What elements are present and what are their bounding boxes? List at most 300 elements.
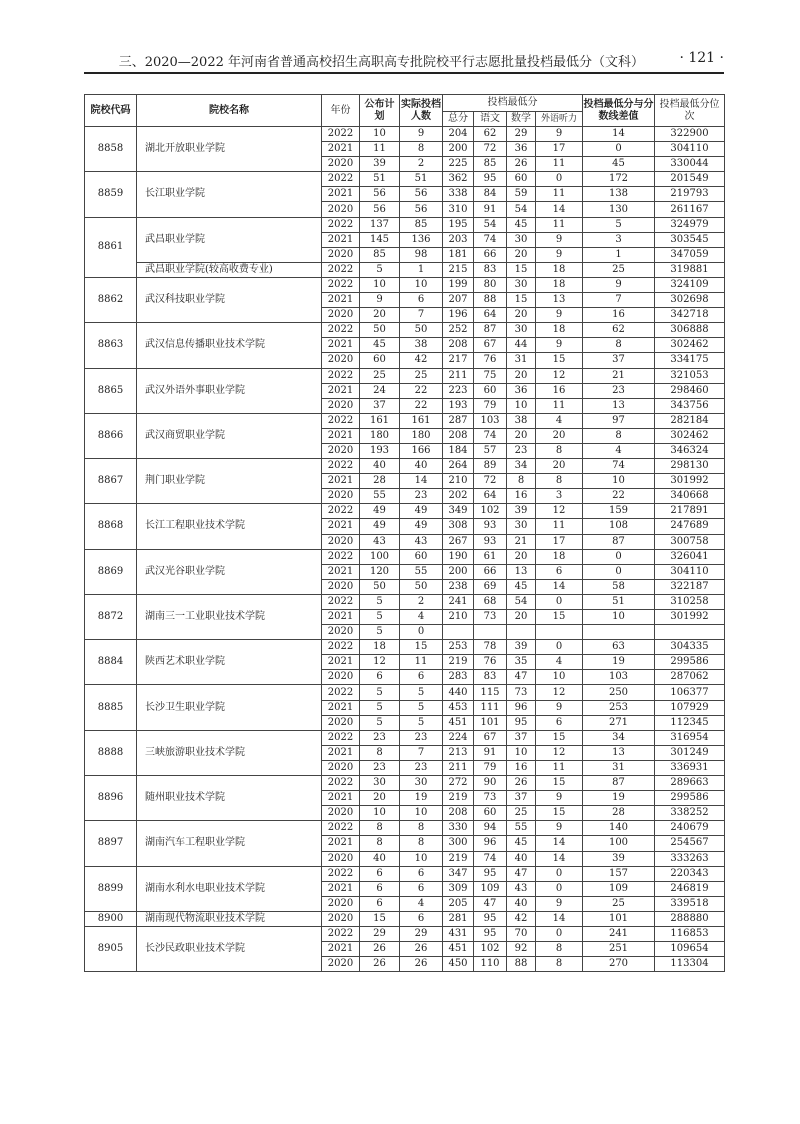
plan-cell: 15 [360, 911, 400, 926]
diff-cell: 109 [583, 881, 655, 896]
chinese-cell: 66 [474, 247, 507, 262]
listening-cell: 14 [536, 836, 583, 851]
chinese-cell: 89 [474, 459, 507, 474]
chinese-cell: 64 [474, 489, 507, 504]
header-plan: 公布计划 [360, 95, 400, 127]
chinese-cell: 85 [474, 157, 507, 172]
rank-cell: 306888 [655, 323, 725, 338]
chinese-cell: 74 [474, 232, 507, 247]
rank-cell: 310258 [655, 594, 725, 609]
school-name: 武汉商贸职业学院 [137, 413, 322, 458]
diff-cell: 97 [583, 413, 655, 428]
rank-cell: 107929 [655, 700, 725, 715]
chinese-cell: 54 [474, 217, 507, 232]
total-cell: 272 [443, 776, 474, 791]
school-code: 8885 [85, 685, 137, 730]
school-code: 8869 [85, 549, 137, 594]
rank-cell: 109654 [655, 942, 725, 957]
listening-cell: 0 [536, 926, 583, 941]
total-cell: 219 [443, 851, 474, 866]
listening-cell: 8 [536, 474, 583, 489]
actual-cell: 7 [400, 745, 443, 760]
plan-cell: 11 [360, 142, 400, 157]
chinese-cell: 72 [474, 142, 507, 157]
year-cell: 2021 [322, 293, 360, 308]
table-row [85, 277, 725, 292]
chinese-cell: 74 [474, 428, 507, 443]
total-cell: 241 [443, 594, 474, 609]
rank-cell: 219793 [655, 187, 725, 202]
listening-cell: 0 [536, 594, 583, 609]
rank-cell: 333263 [655, 851, 725, 866]
diff-cell: 13 [583, 398, 655, 413]
school-name: 湖南汽车工程职业学院 [137, 821, 322, 866]
diff-cell: 58 [583, 579, 655, 594]
school-name: 武汉光谷职业学院 [137, 549, 322, 594]
chinese-cell [474, 625, 507, 640]
plan-cell: 25 [360, 368, 400, 383]
chinese-cell: 93 [474, 534, 507, 549]
math-cell: 20 [507, 308, 536, 323]
actual-cell: 85 [400, 217, 443, 232]
actual-cell: 10 [400, 806, 443, 821]
math-cell: 10 [507, 745, 536, 760]
listening-cell: 11 [536, 157, 583, 172]
math-cell: 26 [507, 776, 536, 791]
table-row [85, 549, 725, 564]
actual-cell: 23 [400, 489, 443, 504]
year-cell: 2020 [322, 308, 360, 323]
page-title: 三、2020—2022 年河南省普通高校招生高职高专批院校平行志愿批量投档最低分（文科） [118, 55, 644, 70]
rank-cell: 289663 [655, 776, 725, 791]
listening-cell: 11 [536, 187, 583, 202]
diff-cell: 62 [583, 323, 655, 338]
year-cell: 2020 [322, 579, 360, 594]
total-cell: 310 [443, 202, 474, 217]
rank-cell: 288880 [655, 911, 725, 926]
actual-cell: 136 [400, 232, 443, 247]
math-cell: 8 [507, 474, 536, 489]
actual-cell: 5 [400, 715, 443, 730]
total-cell: 287 [443, 413, 474, 428]
math-cell: 34 [507, 459, 536, 474]
math-cell: 42 [507, 911, 536, 926]
rank-cell: 324979 [655, 217, 725, 232]
plan-cell: 60 [360, 353, 400, 368]
year-cell: 2020 [322, 625, 360, 640]
actual-cell: 180 [400, 428, 443, 443]
school-code: 8865 [85, 368, 137, 413]
school-name: 湖南三一工业职业技术学院 [137, 594, 322, 639]
school-name: 随州职业技术学院 [137, 776, 322, 821]
listening-cell: 9 [536, 896, 583, 911]
total-cell: 225 [443, 157, 474, 172]
listening-cell: 11 [536, 519, 583, 534]
rank-cell: 287062 [655, 670, 725, 685]
diff-cell: 22 [583, 489, 655, 504]
year-cell: 2021 [322, 942, 360, 957]
total-cell: 208 [443, 428, 474, 443]
listening-cell: 11 [536, 217, 583, 232]
diff-cell: 14 [583, 127, 655, 142]
header-diff: 投档最低分与分数线差值 [583, 95, 655, 127]
total-cell: 264 [443, 459, 474, 474]
actual-cell: 11 [400, 655, 443, 670]
plan-cell: 24 [360, 383, 400, 398]
total-cell: 190 [443, 549, 474, 564]
school-name: 武汉信息传播职业技术学院 [137, 323, 322, 368]
actual-cell: 1 [400, 262, 443, 277]
plan-cell: 9 [360, 293, 400, 308]
year-cell: 2022 [322, 866, 360, 881]
diff-cell: 271 [583, 715, 655, 730]
math-cell: 21 [507, 534, 536, 549]
year-cell: 2022 [322, 368, 360, 383]
diff-cell: 19 [583, 791, 655, 806]
rank-cell: 347059 [655, 247, 725, 262]
total-cell: 210 [443, 610, 474, 625]
listening-cell: 20 [536, 459, 583, 474]
chinese-cell: 84 [474, 187, 507, 202]
plan-cell: 8 [360, 836, 400, 851]
plan-cell: 193 [360, 443, 400, 458]
plan-cell: 161 [360, 413, 400, 428]
school-name: 长沙卫生职业学院 [137, 685, 322, 730]
listening-cell: 15 [536, 806, 583, 821]
rank-cell: 301992 [655, 474, 725, 489]
page-header [84, 48, 724, 74]
listening-cell: 9 [536, 247, 583, 262]
actual-cell: 50 [400, 323, 443, 338]
year-cell: 2022 [322, 323, 360, 338]
listening-cell: 18 [536, 277, 583, 292]
actual-cell: 56 [400, 202, 443, 217]
rank-cell: 299586 [655, 655, 725, 670]
diff-cell: 45 [583, 157, 655, 172]
actual-cell: 55 [400, 564, 443, 579]
diff-cell: 10 [583, 610, 655, 625]
chinese-cell: 95 [474, 911, 507, 926]
total-cell: 203 [443, 232, 474, 247]
school-name: 荆门职业学院 [137, 459, 322, 504]
diff-cell: 9 [583, 277, 655, 292]
listening-cell: 9 [536, 232, 583, 247]
school-name: 武昌职业学院 [137, 217, 322, 262]
listening-cell: 8 [536, 443, 583, 458]
total-cell: 453 [443, 700, 474, 715]
listening-cell: 8 [536, 942, 583, 957]
total-cell: 450 [443, 957, 474, 972]
chinese-cell: 95 [474, 172, 507, 187]
rank-cell: 304110 [655, 142, 725, 157]
total-cell: 252 [443, 323, 474, 338]
math-cell: 59 [507, 187, 536, 202]
math-cell: 37 [507, 791, 536, 806]
total-cell: 204 [443, 127, 474, 142]
school-name: 湖北开放职业学院 [137, 127, 322, 172]
chinese-cell: 73 [474, 610, 507, 625]
rank-cell: 321053 [655, 368, 725, 383]
year-cell: 2022 [322, 459, 360, 474]
chinese-cell: 83 [474, 670, 507, 685]
year-cell: 2022 [322, 504, 360, 519]
total-cell: 211 [443, 368, 474, 383]
diff-cell: 19 [583, 655, 655, 670]
plan-cell: 6 [360, 881, 400, 896]
math-cell: 95 [507, 715, 536, 730]
plan-cell: 29 [360, 926, 400, 941]
listening-cell: 9 [536, 127, 583, 142]
chinese-cell: 74 [474, 851, 507, 866]
year-cell: 2022 [322, 685, 360, 700]
listening-cell: 9 [536, 700, 583, 715]
chinese-cell: 75 [474, 368, 507, 383]
plan-cell: 145 [360, 232, 400, 247]
actual-cell: 4 [400, 896, 443, 911]
actual-cell: 14 [400, 474, 443, 489]
plan-cell: 50 [360, 323, 400, 338]
rank-cell: 261167 [655, 202, 725, 217]
math-cell: 55 [507, 821, 536, 836]
diff-cell: 138 [583, 187, 655, 202]
chinese-cell: 66 [474, 564, 507, 579]
listening-cell: 12 [536, 368, 583, 383]
year-cell: 2021 [322, 836, 360, 851]
diff-cell [583, 625, 655, 640]
chinese-cell: 90 [474, 776, 507, 791]
total-cell: 184 [443, 443, 474, 458]
math-cell [507, 625, 536, 640]
year-cell: 2021 [322, 232, 360, 247]
total-cell: 308 [443, 519, 474, 534]
rank-cell: 339518 [655, 896, 725, 911]
listening-cell [536, 625, 583, 640]
chinese-cell: 91 [474, 202, 507, 217]
total-cell: 309 [443, 881, 474, 896]
listening-cell: 0 [536, 640, 583, 655]
actual-cell: 25 [400, 368, 443, 383]
actual-cell: 6 [400, 881, 443, 896]
total-cell: 253 [443, 640, 474, 655]
total-cell: 202 [443, 489, 474, 504]
diff-cell: 8 [583, 338, 655, 353]
plan-cell: 28 [360, 474, 400, 489]
actual-cell: 8 [400, 142, 443, 157]
plan-cell: 55 [360, 489, 400, 504]
plan-cell: 12 [360, 655, 400, 670]
actual-cell: 56 [400, 187, 443, 202]
year-cell: 2022 [322, 594, 360, 609]
chinese-cell: 64 [474, 308, 507, 323]
total-cell: 451 [443, 942, 474, 957]
listening-cell: 15 [536, 610, 583, 625]
plan-cell: 6 [360, 896, 400, 911]
school-code: 8899 [85, 866, 137, 911]
actual-cell: 23 [400, 760, 443, 775]
math-cell: 20 [507, 247, 536, 262]
school-code: 8863 [85, 323, 137, 368]
school-name: 武昌职业学院(较高收费专业) [137, 262, 322, 277]
school-code: 8858 [85, 127, 137, 172]
plan-cell: 26 [360, 957, 400, 972]
math-cell: 88 [507, 957, 536, 972]
table-row [85, 594, 725, 609]
plan-cell: 8 [360, 821, 400, 836]
math-cell: 70 [507, 926, 536, 941]
year-cell: 2021 [322, 881, 360, 896]
listening-cell: 8 [536, 957, 583, 972]
chinese-cell: 62 [474, 127, 507, 142]
header-listening: 外语听力 [536, 112, 583, 127]
diff-cell: 37 [583, 353, 655, 368]
year-cell: 2022 [322, 926, 360, 941]
year-cell: 2021 [322, 745, 360, 760]
chinese-cell: 111 [474, 700, 507, 715]
chinese-cell: 95 [474, 926, 507, 941]
rank-cell: 322900 [655, 127, 725, 142]
diff-cell: 39 [583, 851, 655, 866]
diff-cell: 0 [583, 564, 655, 579]
total-cell: 431 [443, 926, 474, 941]
year-cell: 2022 [322, 776, 360, 791]
listening-cell: 3 [536, 489, 583, 504]
rank-cell: 340668 [655, 489, 725, 504]
rank-cell: 336931 [655, 760, 725, 775]
year-cell: 2022 [322, 730, 360, 745]
total-cell: 215 [443, 262, 474, 277]
plan-cell: 37 [360, 398, 400, 413]
math-cell: 15 [507, 262, 536, 277]
total-cell: 440 [443, 685, 474, 700]
year-cell: 2022 [322, 277, 360, 292]
math-cell: 40 [507, 851, 536, 866]
plan-cell: 23 [360, 760, 400, 775]
total-cell: 238 [443, 579, 474, 594]
listening-cell: 15 [536, 776, 583, 791]
math-cell: 44 [507, 338, 536, 353]
chinese-cell: 109 [474, 881, 507, 896]
diff-cell: 100 [583, 836, 655, 851]
rank-cell: 342718 [655, 308, 725, 323]
plan-cell: 10 [360, 127, 400, 142]
total-cell: 219 [443, 791, 474, 806]
plan-cell: 50 [360, 579, 400, 594]
diff-cell: 8 [583, 428, 655, 443]
plan-cell: 5 [360, 685, 400, 700]
actual-cell: 166 [400, 443, 443, 458]
math-cell: 20 [507, 610, 536, 625]
diff-cell: 140 [583, 821, 655, 836]
math-cell: 25 [507, 806, 536, 821]
total-cell: 267 [443, 534, 474, 549]
plan-cell: 5 [360, 700, 400, 715]
admission-score-table [84, 94, 725, 972]
plan-cell: 49 [360, 504, 400, 519]
actual-cell: 22 [400, 383, 443, 398]
rank-cell: 300758 [655, 534, 725, 549]
math-cell: 37 [507, 730, 536, 745]
math-cell: 23 [507, 443, 536, 458]
diff-cell: 10 [583, 474, 655, 489]
plan-cell: 85 [360, 247, 400, 262]
school-code: 8905 [85, 926, 137, 971]
actual-cell: 60 [400, 549, 443, 564]
school-code: 8897 [85, 821, 137, 866]
total-cell: 200 [443, 564, 474, 579]
rank-cell: 282184 [655, 413, 725, 428]
math-cell: 16 [507, 760, 536, 775]
year-cell: 2021 [322, 338, 360, 353]
page-number: · 121 · [679, 50, 724, 66]
school-name: 长江职业学院 [137, 172, 322, 217]
table-row [85, 821, 725, 836]
rank-cell: 301249 [655, 745, 725, 760]
rank-cell: 217891 [655, 504, 725, 519]
total-cell: 210 [443, 474, 474, 489]
table-row [85, 368, 725, 383]
diff-cell: 172 [583, 172, 655, 187]
school-code: 8868 [85, 504, 137, 549]
diff-cell: 270 [583, 957, 655, 972]
listening-cell: 14 [536, 579, 583, 594]
plan-cell: 40 [360, 459, 400, 474]
year-cell: 2020 [322, 911, 360, 926]
rank-cell: 304335 [655, 640, 725, 655]
math-cell: 45 [507, 579, 536, 594]
rank-cell: 298460 [655, 383, 725, 398]
table-row [85, 127, 725, 142]
rank-cell: 343756 [655, 398, 725, 413]
total-cell [443, 625, 474, 640]
year-cell: 2020 [322, 443, 360, 458]
plan-cell: 20 [360, 791, 400, 806]
school-name: 湖南现代物流职业技术学院 [137, 911, 322, 926]
rank-cell: 316954 [655, 730, 725, 745]
chinese-cell: 60 [474, 806, 507, 821]
math-cell: 47 [507, 866, 536, 881]
chinese-cell: 79 [474, 398, 507, 413]
school-code: 8884 [85, 640, 137, 685]
chinese-cell: 76 [474, 353, 507, 368]
chinese-cell: 72 [474, 474, 507, 489]
year-cell: 2022 [322, 127, 360, 142]
math-cell: 20 [507, 428, 536, 443]
actual-cell: 26 [400, 942, 443, 957]
school-code: 8867 [85, 459, 137, 504]
listening-cell: 20 [536, 428, 583, 443]
listening-cell: 4 [536, 413, 583, 428]
math-cell: 36 [507, 383, 536, 398]
actual-cell: 4 [400, 610, 443, 625]
rank-cell: 302462 [655, 428, 725, 443]
table-row [85, 262, 725, 277]
actual-cell: 50 [400, 579, 443, 594]
rank-cell: 334175 [655, 353, 725, 368]
rank-cell: 112345 [655, 715, 725, 730]
total-cell: 193 [443, 398, 474, 413]
total-cell: 330 [443, 821, 474, 836]
math-cell: 13 [507, 564, 536, 579]
listening-cell: 9 [536, 821, 583, 836]
school-name: 长沙民政职业技术学院 [137, 926, 322, 971]
total-cell: 205 [443, 896, 474, 911]
year-cell: 2020 [322, 760, 360, 775]
chinese-cell: 101 [474, 715, 507, 730]
actual-cell: 42 [400, 353, 443, 368]
year-cell: 2020 [322, 715, 360, 730]
year-cell: 2021 [322, 655, 360, 670]
rank-cell: 116853 [655, 926, 725, 941]
